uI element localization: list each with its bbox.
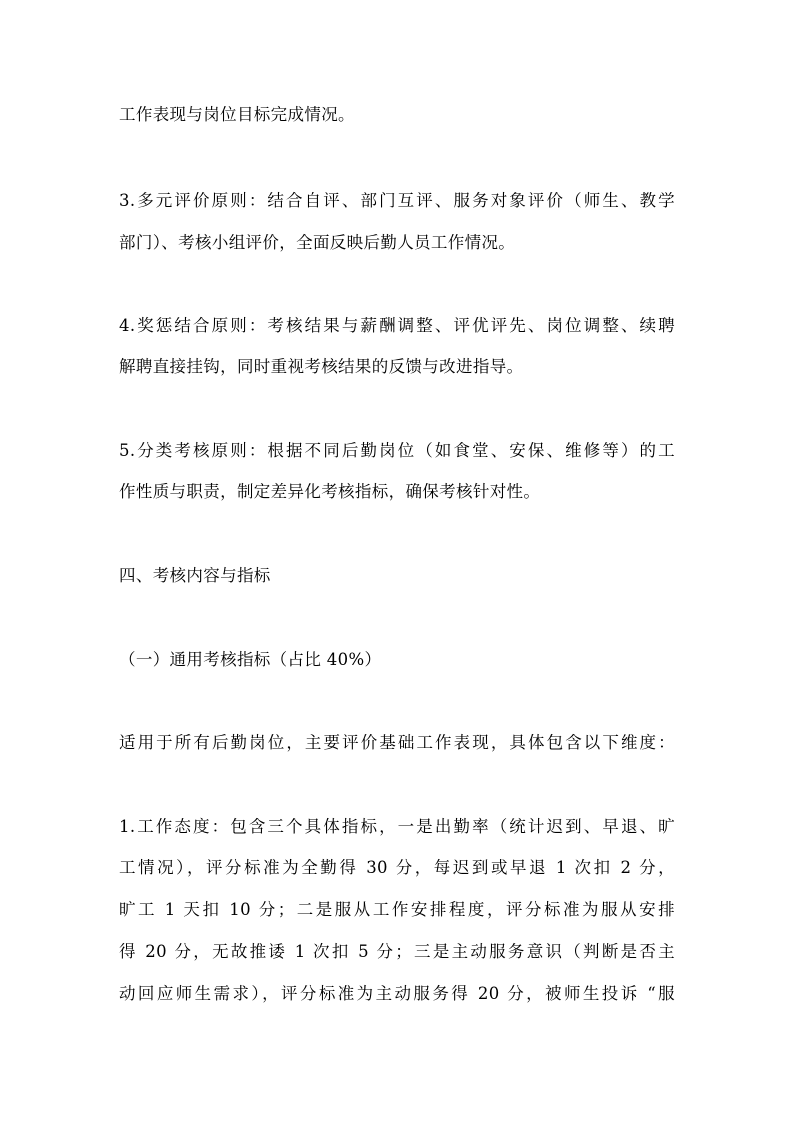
paragraph-principle-4-line-1: 4.奖惩结合原则：考核结果与薪酬调整、评优评先、岗位调整、续聘 [119, 316, 675, 335]
paragraph-work-attitude-line-3: 旷工 1 天扣 10 分；二是服从工作安排程度，评分标准为服从安排 [119, 900, 675, 919]
paragraph-principle-3-line-2: 部门）、考核小组评价，全面反映后勤人员工作情况。 [119, 233, 516, 252]
paragraph-work-attitude-line-4: 得 20 分，无故推诿 1 次扣 5 分；三是主动服务意识（判断是否主 [119, 942, 675, 961]
paragraph-work-attitude-line-2: 工情况），评分标准为全勤得 30 分，每迟到或早退 1 次扣 2 分， [119, 858, 675, 877]
paragraph-principle-3-line-1: 3.多元评价原则：结合自评、部门互评、服务对象评价（师生、教学 [119, 191, 675, 210]
paragraph-work-attitude-line-1: 1.工作态度：包含三个具体指标，一是出勤率（统计迟到、早退、旷 [119, 817, 675, 836]
paragraph-principle-5-line-2: 作性质与职责，制定差异化考核指标，确保考核针对性。 [119, 482, 541, 501]
paragraph-applicability: 适用于所有后勤岗位，主要评价基础工作表现，具体包含以下维度： [119, 733, 675, 752]
paragraph-principle-2-continuation: 工作表现与岗位目标完成情况。 [119, 105, 355, 124]
paragraph-principle-4-line-2: 解聘直接挂钩，同时重视考核结果的反馈与改进指导。 [119, 357, 524, 376]
section-heading-assessment-content: 四、考核内容与指标 [119, 566, 271, 585]
paragraph-principle-5-line-1: 5.分类考核原则：根据不同后勤岗位（如食堂、安保、维修等）的工 [119, 441, 675, 460]
subsection-heading-general-indicators: （一）通用考核指标（占比 40%） [119, 650, 382, 669]
paragraph-work-attitude-line-5: 动回应师生需求），评分标准为主动服务得 20 分，被师生投诉 “服 [119, 984, 675, 1003]
